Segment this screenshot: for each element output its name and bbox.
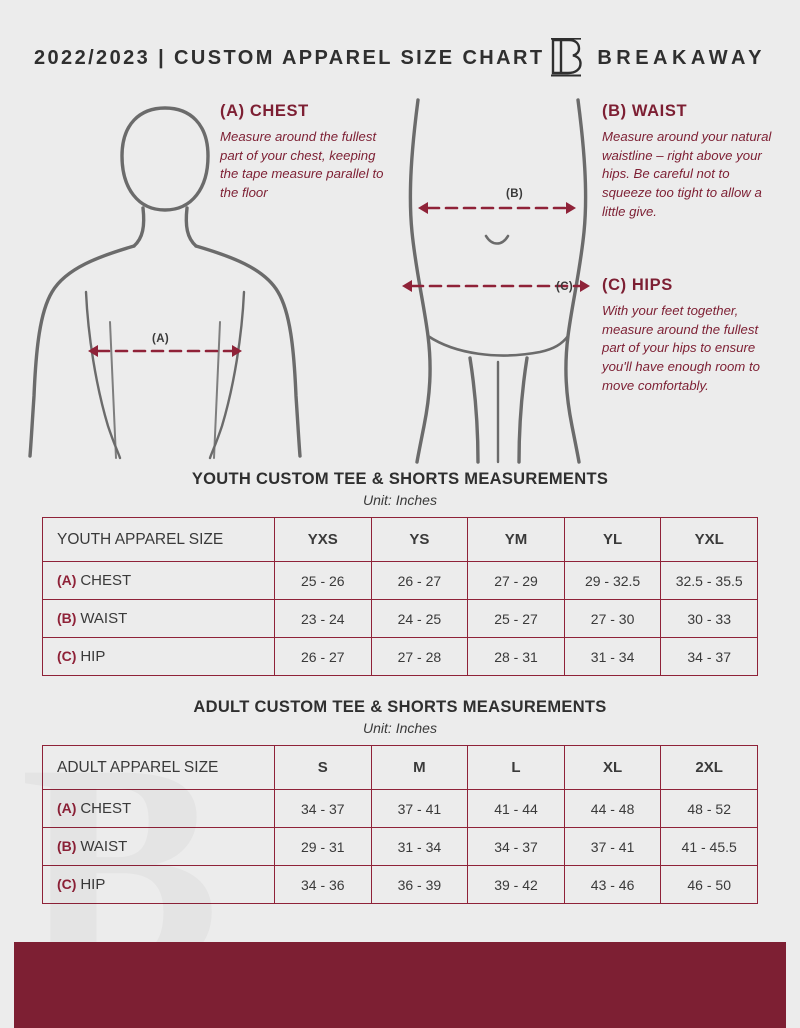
adult-waist-2xl: 41 - 45.5 bbox=[661, 828, 758, 866]
youth-chest-yl: 29 - 32.5 bbox=[564, 562, 661, 600]
youth-waist-ys: 24 - 25 bbox=[371, 600, 468, 638]
youth-measurements-table bbox=[42, 517, 758, 676]
row-letter: (B) bbox=[57, 838, 77, 854]
adult-section-unit: Unit: Inches bbox=[363, 720, 437, 736]
page-header bbox=[0, 0, 800, 78]
row-word: WAIST bbox=[80, 610, 128, 627]
table-row bbox=[43, 790, 758, 828]
adult-waist-s: 29 - 31 bbox=[275, 828, 372, 866]
adult-chest-l: 41 - 44 bbox=[468, 790, 565, 828]
youth-chest-ym: 27 - 29 bbox=[468, 562, 565, 600]
adult-hip-l: 39 - 42 bbox=[468, 866, 565, 904]
youth-size-ym: YM bbox=[468, 518, 565, 562]
adult-chest-s: 34 - 37 bbox=[275, 790, 372, 828]
adult-header-label: ADULT APPAREL SIZE bbox=[43, 746, 275, 790]
page-title: 2022/2023 | CUSTOM APPAREL SIZE CHART bbox=[34, 46, 545, 69]
figure-tag-c: (C) bbox=[556, 281, 574, 293]
callout-waist bbox=[602, 102, 774, 222]
adult-hip-m: 36 - 39 bbox=[371, 866, 468, 904]
adult-section bbox=[0, 698, 800, 904]
youth-chest-ys: 26 - 27 bbox=[371, 562, 468, 600]
row-word: HIP bbox=[80, 648, 106, 665]
table-row bbox=[43, 600, 758, 638]
youth-size-yxs: YXS bbox=[275, 518, 372, 562]
adult-size-m: M bbox=[371, 746, 468, 790]
table-header-row bbox=[43, 518, 758, 562]
youth-chest-yxl: 32.5 - 35.5 bbox=[661, 562, 758, 600]
callout-chest-body: Measure around the fullest part of your chest, keeping the tape measure parallel to the floor bbox=[220, 129, 384, 201]
adult-size-2xl: 2XL bbox=[661, 746, 758, 790]
adult-row-chest-label bbox=[43, 790, 275, 828]
youth-hip-yl: 31 - 34 bbox=[564, 638, 661, 676]
row-word: HIP bbox=[80, 876, 106, 893]
youth-header-label: YOUTH APPAREL SIZE bbox=[43, 518, 275, 562]
adult-size-l: L bbox=[468, 746, 565, 790]
youth-section-title: YOUTH CUSTOM TEE & SHORTS MEASUREMENTS bbox=[191, 470, 609, 488]
row-letter: (B) bbox=[57, 610, 77, 626]
footer-bar bbox=[14, 942, 786, 1028]
youth-hip-yxl: 34 - 37 bbox=[661, 638, 758, 676]
youth-row-hip-label bbox=[43, 638, 275, 676]
youth-waist-yxl: 30 - 33 bbox=[661, 600, 758, 638]
adult-size-s: S bbox=[275, 746, 372, 790]
callout-hips bbox=[602, 276, 774, 396]
callout-waist-body: Measure around your natural waistline – right above your hips. Be careful not to squeeze too tight to allow a little give. bbox=[602, 129, 772, 219]
row-letter: (A) bbox=[57, 572, 77, 588]
adult-chest-2xl: 48 - 52 bbox=[661, 790, 758, 828]
callout-hips-body: With your feet together, measure around the fullest part of your hips to ensure you'll have enough room to move comfortably. bbox=[602, 303, 760, 393]
measurement-figures bbox=[0, 96, 800, 466]
youth-waist-yxs: 23 - 24 bbox=[275, 600, 372, 638]
youth-hip-yxs: 26 - 27 bbox=[275, 638, 372, 676]
adult-row-hip-label bbox=[43, 866, 275, 904]
callout-chest bbox=[220, 102, 390, 203]
row-word: WAIST bbox=[80, 838, 128, 855]
row-word: CHEST bbox=[80, 800, 132, 817]
adult-section-title: ADULT CUSTOM TEE & SHORTS MEASUREMENTS bbox=[193, 698, 607, 716]
youth-section bbox=[0, 470, 800, 676]
breakaway-b-logo-icon bbox=[549, 38, 583, 78]
row-letter: (A) bbox=[57, 800, 77, 816]
adult-hip-s: 34 - 36 bbox=[275, 866, 372, 904]
adult-waist-xl: 37 - 41 bbox=[564, 828, 661, 866]
youth-waist-ym: 25 - 27 bbox=[468, 600, 565, 638]
table-row bbox=[43, 866, 758, 904]
table-row bbox=[43, 638, 758, 676]
figure-tag-a: (A) bbox=[152, 333, 170, 345]
adult-chest-m: 37 - 41 bbox=[371, 790, 468, 828]
row-letter: (C) bbox=[57, 876, 77, 892]
adult-chest-xl: 44 - 48 bbox=[564, 790, 661, 828]
adult-waist-m: 31 - 34 bbox=[371, 828, 468, 866]
adult-hip-xl: 43 - 46 bbox=[564, 866, 661, 904]
youth-waist-yl: 27 - 30 bbox=[564, 600, 661, 638]
youth-size-yl: YL bbox=[564, 518, 661, 562]
adult-waist-l: 34 - 37 bbox=[468, 828, 565, 866]
row-letter: (C) bbox=[57, 648, 77, 664]
adult-measurements-table bbox=[42, 745, 758, 904]
figure-tag-b: (B) bbox=[506, 188, 524, 200]
callout-hips-title: (C) HIPS bbox=[602, 276, 673, 294]
adult-row-waist-label bbox=[43, 828, 275, 866]
table-row bbox=[43, 562, 758, 600]
table-row bbox=[43, 828, 758, 866]
youth-size-yxl: YXL bbox=[661, 518, 758, 562]
callout-waist-title: (B) WAIST bbox=[602, 102, 688, 120]
callout-chest-title: (A) CHEST bbox=[220, 102, 309, 120]
youth-hip-ym: 28 - 31 bbox=[468, 638, 565, 676]
youth-row-chest-label bbox=[43, 562, 275, 600]
youth-row-waist-label bbox=[43, 600, 275, 638]
youth-section-unit: Unit: Inches bbox=[363, 492, 437, 508]
brand-lockup bbox=[549, 38, 766, 78]
brand-name: BREAKAWAY bbox=[597, 46, 766, 69]
youth-size-ys: YS bbox=[371, 518, 468, 562]
adult-size-xl: XL bbox=[564, 746, 661, 790]
youth-chest-yxs: 25 - 26 bbox=[275, 562, 372, 600]
youth-hip-ys: 27 - 28 bbox=[371, 638, 468, 676]
row-word: CHEST bbox=[80, 572, 132, 589]
table-header-row bbox=[43, 746, 758, 790]
adult-hip-2xl: 46 - 50 bbox=[661, 866, 758, 904]
